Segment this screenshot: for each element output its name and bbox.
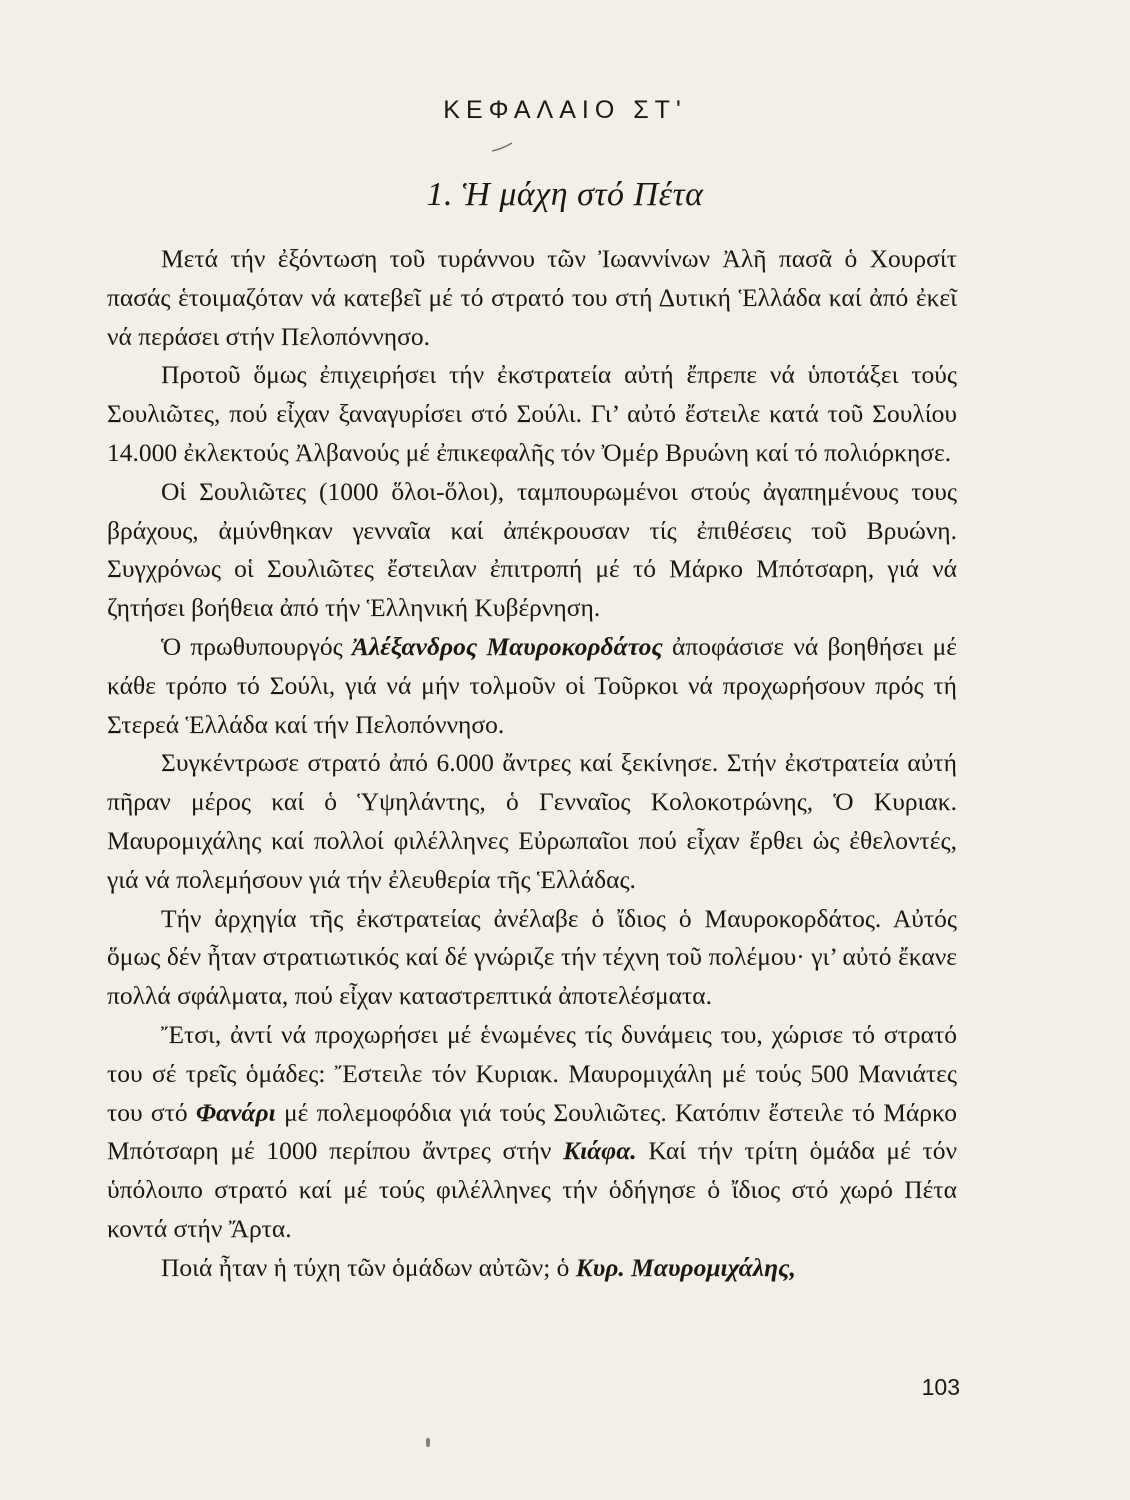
page-number: 103 bbox=[921, 1374, 960, 1400]
scan-speck bbox=[426, 1438, 430, 1447]
body-text bbox=[107, 240, 957, 1288]
emphasized-place: Φανάρι bbox=[195, 1097, 276, 1127]
emphasized-name: Κυρ. Μαυρομιχάλης, bbox=[575, 1252, 796, 1282]
emphasized-place: Κιάφα. bbox=[563, 1136, 637, 1166]
paragraph bbox=[107, 628, 957, 744]
text-run: μέ πολεμοφόδια γιά τούς Σουλιῶτες. Κατόπιν ἔστειλε τό Μάρκο Μπότσαρη μέ 1000 περίπου ἄντρες στήν bbox=[107, 1097, 957, 1166]
chapter-heading: ΚΕΦΑΛΑΙΟ ΣΤ' bbox=[443, 96, 687, 124]
paragraph: Προτοῦ ὅμως ἐπιχειρήσει τήν ἐκστρατεία αὐτή ἔπρεπε νά ὑποτάξει τούς Σουλιῶτες, πού εἶχαν ξαναγυρίσει στό Σούλι. Γι’ αὐτό ἔστειλε κατά τοῦ Σουλίου 14.000 ἐκλεκτούς Ἀλβανούς μέ ἐπικεφαλῆς τόν Ὀμέρ Βρυώνη καί τό πολιόρκησε. bbox=[107, 360, 957, 467]
text-run: ἀποφάσισε νά βοηθήσει μέ κάθε τρόπο τό Σούλι, γιά νά μήν τολμοῦν οἱ Τοῦρκοι νά προχωρήσουν πρός τή Στερεά Ἑλλάδα καί τήν Πελοπόννησο. bbox=[107, 631, 957, 739]
paragraph bbox=[107, 1016, 957, 1249]
paragraph: Μετά τήν ἐξόντωση τοῦ τυράννου τῶν Ἰωαννίνων Ἀλῆ πασᾶ ὁ Χουρσίτ πασάς ἑτοιμαζόταν νά κατεβεῖ μέ τό στρατό του στή Δυτική Ἑλλάδα καί ἀπό ἐκεῖ νά περάσει στήν Πελοπόννησο. bbox=[107, 244, 957, 351]
paragraph: Τήν ἀρχηγία τῆς ἐκστρατείας ἀνέλαβε ὁ ἴδιος ὁ Μαυροκορδάτος. Αὐτός ὅμως δέν ἦταν στρατιωτικός καί δέ γνώριζε τήν τέχνη τοῦ πολέμου· γι’ αὐτό ἔκανε πολλά σφάλματα, πού εἶχαν καταστρεπτικά ἀποτελέσματα. bbox=[107, 903, 957, 1011]
paragraph: Συγκέντρωσε στρατό ἀπό 6.000 ἄντρες καί ξεκίνησε. Στήν ἐκστρατεία αὐτή πῆραν μέρος καί ὁ Ὑψηλάντης, ὁ Γενναῖος Κολοκοτρώνης, Ὁ Κυριακ. Μαυρομιχάλης καί πολλοί φιλέλληνες Εὐρωπαῖοι πού εἶχαν ἔρθει ὡς ἐθελοντές, γιά νά πολεμήσουν γιά τήν ἐλευθερία τῆς Ἑλλάδας. bbox=[107, 748, 957, 894]
text-run: Ποιά ἦταν ἡ τύχη τῶν ὁμάδων αὐτῶν; ὁ bbox=[161, 1252, 576, 1282]
emphasized-name: Ἀλέξανδρος Μαυροκορδάτος bbox=[351, 631, 663, 661]
ornament-mark bbox=[490, 142, 514, 152]
text-run: Ἔτσι, ἀντί νά προχωρήσει μέ ἑνωμένες τίς δυνάμεις του, χώρισε τό στρατό του σέ τρεῖς ὁμάδες: Ἔστειλε τόν Κυριακ. Μαυρομιχάλη μέ τούς 500 Μανιάτες του στό bbox=[107, 1019, 957, 1127]
text-run: Καί τήν τρίτη ὁμάδα μέ τόν ὑπόλοιπο στρατό καί μέ τούς φιλέλληνες τήν ὁδήγησε ὁ ἴδιος στό χωρό Πέτα κοντά στήν Ἄρτα. bbox=[107, 1136, 957, 1243]
section-title: 1. Ἡ μάχη στό Πέτα bbox=[426, 176, 704, 213]
text-run: Ὁ πρωθυπουργός bbox=[161, 631, 352, 661]
paragraph: Οἱ Σουλιῶτες (1000 ὅλοι-ὅλοι), ταμπουρωμένοι στούς ἀγαπημένους τους βράχους, ἀμύνθηκαν γενναῖα καί ἀπέκρουσαν τίς ἐπιθέσεις τοῦ Βρυώνη. Συγχρόνως οἱ Σουλιῶτες ἔστειλαν ἐπιτροπή μέ τό Μάρκο Μπότσαρη, γιά νά ζητήσει βοήθεια ἀπό τήν Ἑλληνική Κυβέρνηση. bbox=[107, 476, 957, 623]
paragraph bbox=[107, 1249, 957, 1288]
